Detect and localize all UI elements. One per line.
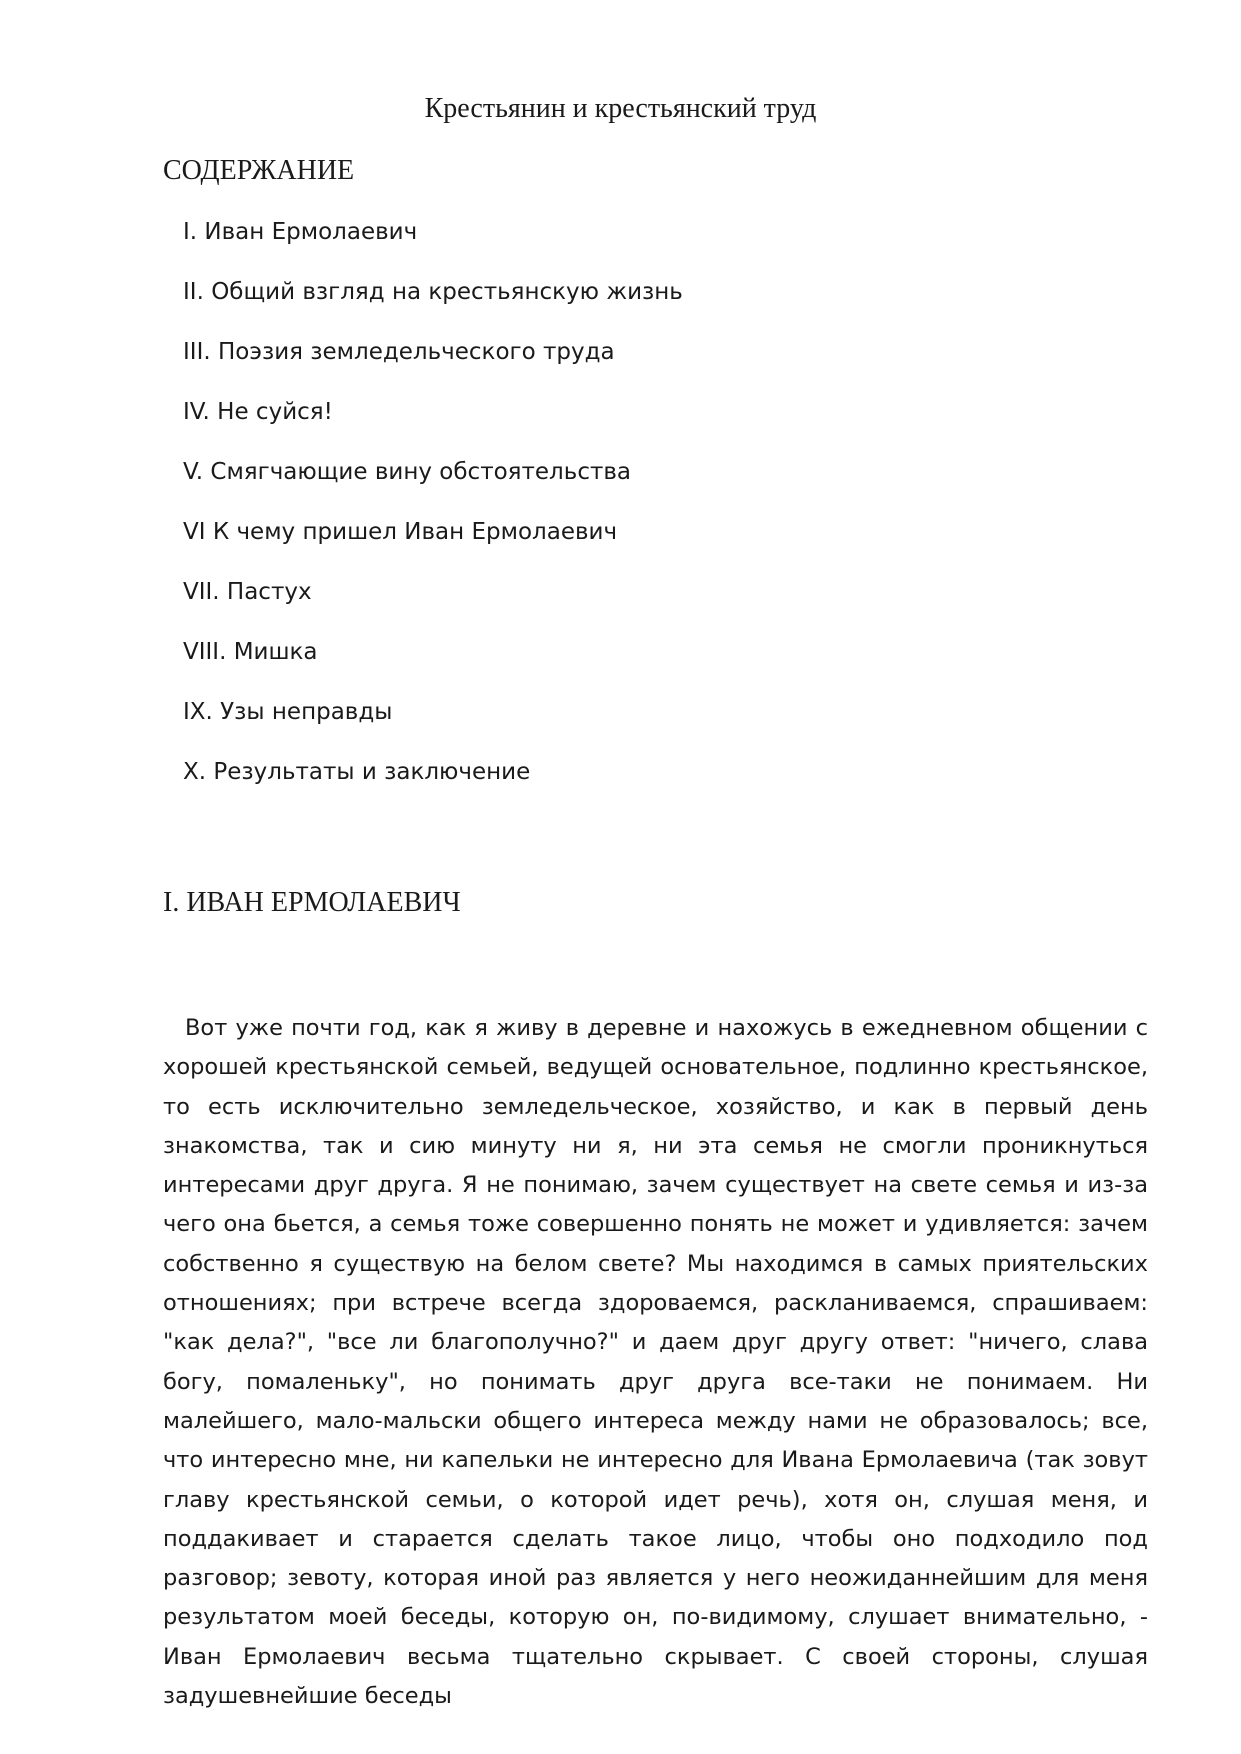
toc-item-8: VIII. Мишка: [183, 639, 318, 665]
toc-heading: СОДЕРЖАНИЕ: [163, 155, 355, 186]
toc-item-6: VI К чему пришел Иван Ермолаевич: [183, 519, 618, 545]
section-heading: I. ИВАН ЕРМОЛАЕВИЧ: [163, 887, 461, 918]
toc-item-2: II. Общий взгляд на крестьянскую жизнь: [183, 279, 683, 305]
document-title: Крестьянин и крестьянский труд: [424, 93, 817, 124]
toc-item-1: I. Иван Ермолаевич: [183, 219, 418, 245]
toc-item-9: IX. Узы неправды: [183, 699, 393, 725]
table-of-contents: [183, 214, 683, 814]
body-paragraph: Вот уже почти год, как я живу в деревне и нахожусь в ежедневном общении с хорошей крестьянской семьей, ведущей основательное, подлинно крестьянское, то есть исключительно земледельческое, хозяйство, и как в первый день знакомства, так и сию минуту ни я, ни эта семья не смогли проникнуться интересами друг друга. Я не понимаю, зачем существует на свете семья и из-за чего она бьется, а семья тоже совершенно понять не может и удивляется: зачем собственно я существую на белом свете? Мы находимся в самых приятельских отношениях; при встрече всегда здороваемся, раскланиваемся, спрашиваем: "как дела?", "все ли благополучно?" и даем друг другу ответ: "ничего, слава богу, помаленьку", но понимать друг друга все-таки не понимаем. Ни малейшего, мало-мальски общего интереса между нами не образовалось; все, что интересно мне, ни капельки не интересно для Ивана Ермолаевича (так зовут главу крестьянской семьи, о которой идет речь), хотя он, слушая меня, и поддакивает и старается сделать такое лицо, чтобы оно подходило под разговор; зевоту, которая иной раз является у него неожиданнейшим для меня результатом моей беседы, которую он, по-видимому, слушает внимательно, - Иван Ермолаевич весьма тщательно скрывает. С своей стороны, слушая задушевнейшие беседы: [163, 1015, 1148, 1710]
toc-item-5: V. Смягчающие вину обстоятельства: [183, 459, 632, 485]
toc-item-3: III. Поэзия земледельческого труда: [183, 339, 615, 365]
toc-item-4: IV. Не суйся!: [183, 399, 333, 425]
toc-item-10: X. Результаты и заключение: [183, 759, 531, 785]
toc-item-7: VII. Пастух: [183, 579, 312, 605]
